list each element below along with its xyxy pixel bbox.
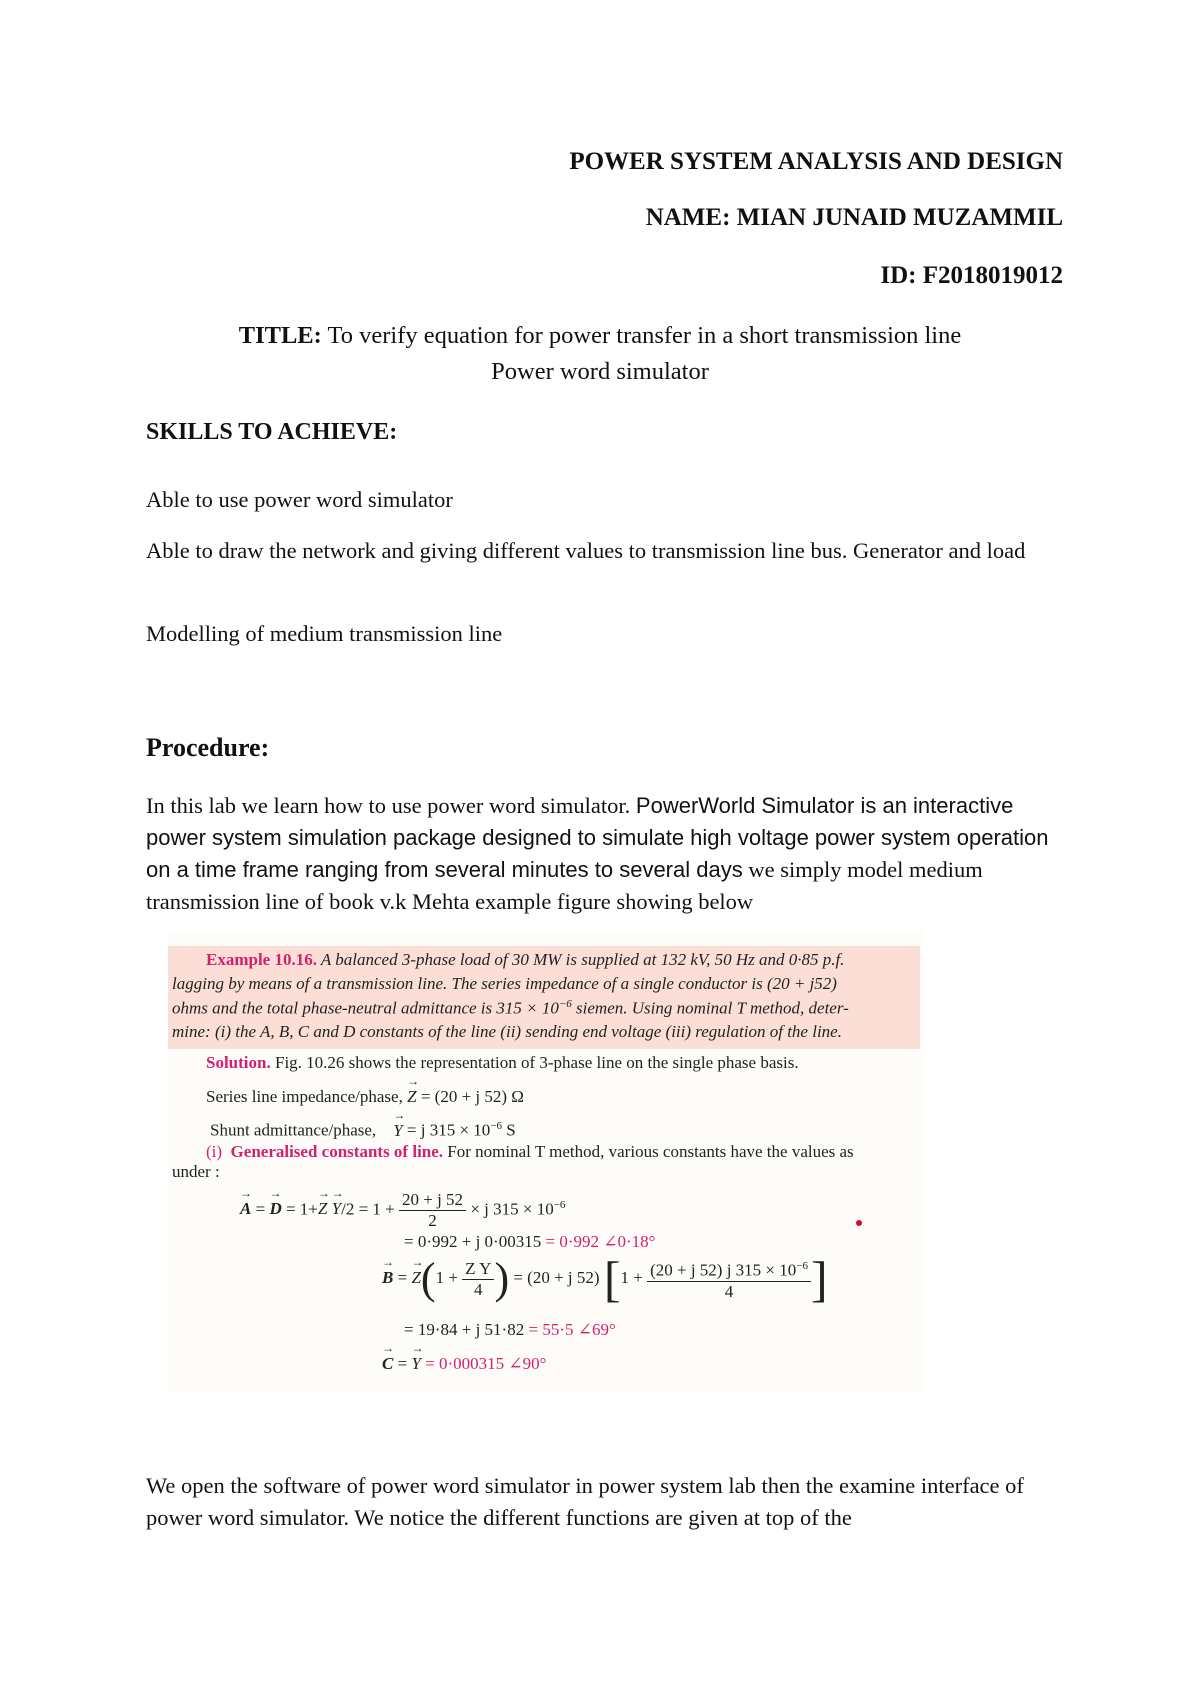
equation-a-d-result: = 0·992 + j 0·00315 = 0·992 ∠0·18°: [404, 1232, 656, 1251]
example-line-4: mine: (i) the A, B, C and D constants of the line (ii) sending end voltage (iii) regulation of the line.: [172, 1022, 842, 1041]
title-text: To verify equation for power transfer in a short transmission line: [327, 322, 962, 349]
equation-b-result: = 19·84 + j 51·82 = 55·5 ∠69°: [404, 1320, 616, 1339]
series-impedance-line: Series line impedance/phase, → Z = (20 + j 52) Ω: [206, 1087, 524, 1107]
procedure-text-b: PowerWorld Simulator is an interactive power system simulation package designed to simulate high voltage power system operation on a time frame ranging from several minutes to several days: [146, 793, 1049, 882]
report-title: [0, 322, 1200, 350]
procedure-heading: Procedure:: [146, 733, 270, 762]
example-line-2: lagging by means of a transmission line. The series impedance of a single conductor is (20 + j52): [172, 974, 837, 993]
course-title: POWER SYSTEM ANALYSIS AND DESIGN: [569, 148, 1063, 175]
equation-a-d: → A = → D = 1+→ Z → Y/2 = 1 + $\frac{20 + j 52}{2}$ × j $315 \times 10^{-6}$: [240, 1190, 565, 1231]
skill-item: Able to use power word simulator: [146, 487, 453, 512]
title-label: TITLE:: [238, 322, 322, 349]
example-line-1: Example 10.16. A balanced 3-phase load of 30 MW is supplied at 132 kV, 50 Hz and 0·85 p.f.: [206, 950, 845, 969]
shunt-admittance-line: Shunt admittance/phase, → Y = j $315 \times 10^{-6}$ S: [210, 1120, 516, 1141]
equation-b: → B = → Z(1 + $\frac{\text{Z Y}}{4}$ ) = (20 + j 52) [1 + $\frac{(20 + j 52) j 315 \times 10^{-6}}{4}$ ]: [382, 1254, 828, 1304]
student-id: ID: F2018019012: [880, 262, 1063, 289]
generalised-constants-line-2: under :: [172, 1162, 220, 1181]
procedure-paragraph-2: We open the software of power word simulator in power system lab then the examine interface of power word simulator. We notice the different functions are given at top of the: [146, 1473, 1024, 1530]
red-marker-dot: [856, 1220, 862, 1226]
skill-item: Able to draw the network and giving different values to transmission line bus. Generator and load: [146, 538, 1026, 563]
textbook-example-figure: [168, 932, 923, 1392]
student-name: NAME: MIAN JUNAID MUZAMMIL: [645, 204, 1063, 231]
procedure-paragraph: [146, 790, 1066, 918]
skills-heading: SKILLS TO ACHIEVE:: [146, 419, 398, 445]
report-subtitle: Power word simulator: [491, 358, 709, 385]
procedure-text-c: we simply model medium transmission line of book v.k Mehta example figure showing below: [146, 857, 983, 914]
solution-line: Solution. Fig. 10.26 shows the representation of 3-phase line on the single phase basis.: [206, 1053, 799, 1072]
equation-c: → C = → Y = 0·000315 ∠90°: [382, 1354, 546, 1374]
skill-item: Modelling of medium transmission line: [146, 621, 503, 646]
procedure-text-a: In this lab we learn how to use power word simulator.: [146, 793, 636, 818]
example-line-3: ohms and the total phase-neutral admittance is $315 \times 10^{-6}$ siemen. Using nominal T method, deter-: [172, 998, 849, 1018]
generalised-constants-line: (i) Generalised constants of line. For nominal T method, various constants have the values as: [206, 1142, 854, 1161]
